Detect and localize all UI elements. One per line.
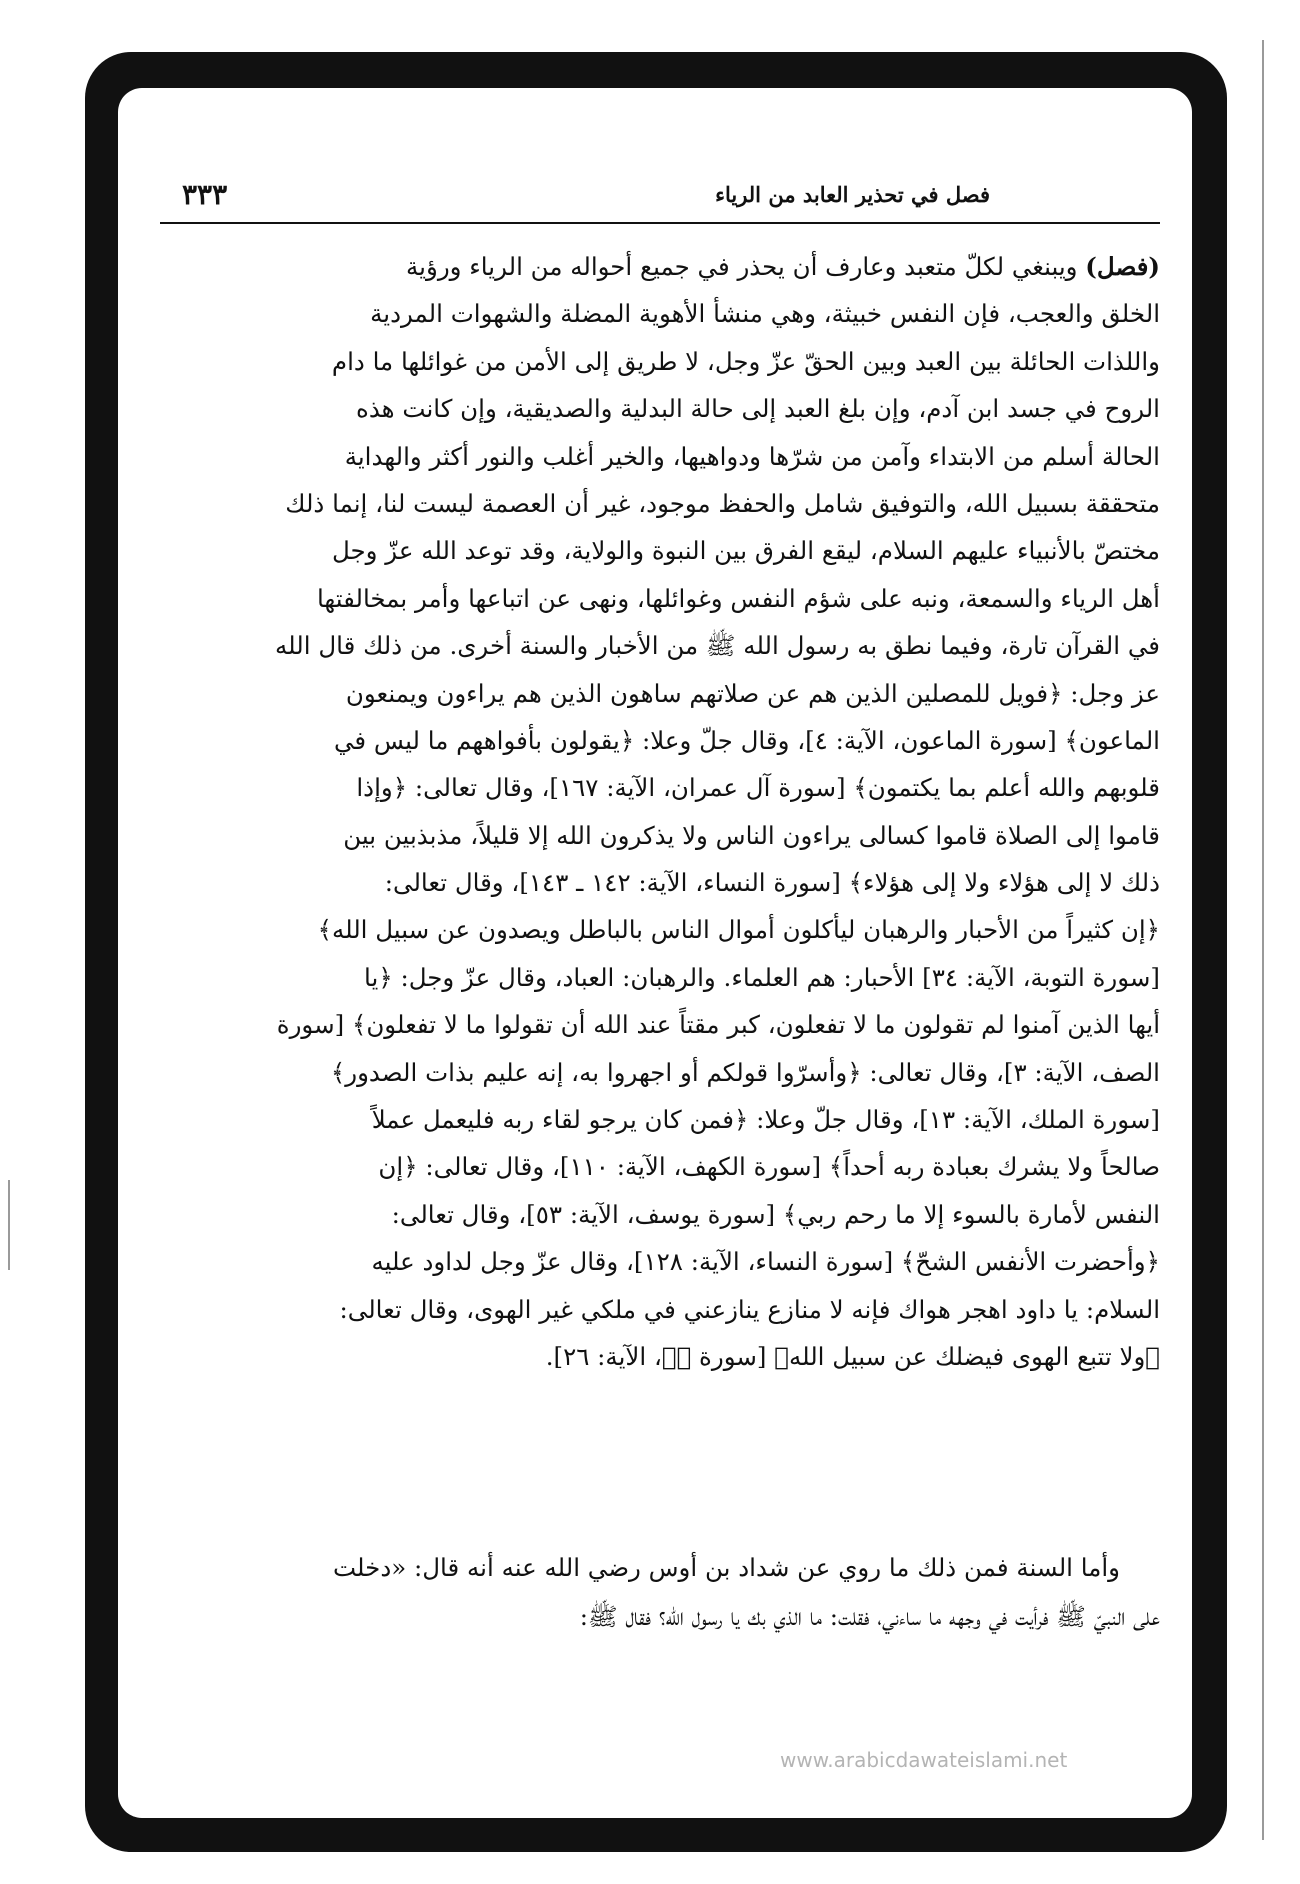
chapter-title: فصل في تحذير العابد من الرياء — [715, 182, 990, 207]
text-line: ﴿إن كثيراً من الأحبار والرهبان ليأكلون أموال الناس بالباطل ويصدون عن سبيل الله﴾ — [317, 915, 1160, 945]
scan-edge-mark — [8, 1180, 10, 1270]
text-line: أيها الذين آمنوا لم تقولون ما لا تفعلون، كبر مقتاً عند الله أن تقولوا ما لا تفعلون﴾ [سورة — [276, 1010, 1160, 1040]
text-line: قاموا إلى الصلاة قاموا كسالى يراءون الناس ولا يذكرون الله إلا قليلاً، مذبذبين بين — [343, 820, 1160, 850]
running-head — [160, 178, 1160, 224]
text-line: الخلق والعجب، فإن النفس خبيثة، وهي منشأ الأهوية المضلة والشهوات المردية — [370, 299, 1160, 329]
main-text — [160, 243, 1160, 1380]
text-line: الماعون﴾ [سورة الماعون، الآية: ٤]، وقال جلّ وعلا: ﴿يقولون بأفواههم ما ليس في — [333, 725, 1160, 755]
text-line: واللذات الحائلة بين العبد وبين الحقّ عزّ وجل، لا طريق إلى الأمن من غوائلها ما دام — [331, 346, 1160, 376]
text-line: النفس لأمارة بالسوء إلا ما رحم ربي﴾ [سورة يوسف، الآية: ٥٣]، وقال تعالى: — [391, 1199, 1160, 1229]
page-number: ٣٣٣ — [182, 178, 228, 211]
text-line: الصف، الآية: ٣]، وقال تعالى: ﴿وأسرّوا قولكم أو اجهروا به، إنه عليم بذات الصدور﴾ — [330, 1057, 1160, 1087]
section-keyword: (فصل) — [1085, 252, 1160, 281]
text-line: الحالة أسلم من الابتداء وآمن من شرّها ودواهيها، والخير أغلب والنور أكثر والهداية — [344, 441, 1160, 471]
text-line: على النبيّ ﷺ فرأيت في وجهه ما ساءني، فقلت: ما الذي بك يا رسول الله؟ فقال ﷺ: — [579, 1602, 1160, 1631]
sunnah-paragraph — [160, 1543, 1160, 1641]
text-line: مختصّ بالأنبياء عليهم السلام، ليقع الفرق بين النبوة والولاية، وقد توعد الله عزّ وجل — [331, 536, 1160, 566]
text-line: قلوبهم والله أعلم بما يكتمون﴾ [سورة آل عمران، الآية: ١٦٧]، وقال تعالى: ﴿وإذا — [356, 773, 1160, 803]
text-line: متحققة بسبيل الله، والتوفيق شامل والحفظ موجود، غير أن العصمة ليست لنا، إنما ذلك — [285, 488, 1160, 518]
watermark-url: www.arabicdawateislami.net — [780, 1748, 1068, 1772]
scan-edge-line — [1262, 40, 1264, 1840]
text-line: في القرآن تارة، وفيما نطق به رسول الله ﷺ من الأخبار والسنة أخرى. من ذلك قال الله — [275, 631, 1160, 661]
text-line: عز وجل: ﴿فويل للمصلين الذين هم عن صلاتهم ساهون الذين هم يراءون ويمنعون — [345, 678, 1160, 708]
text-line: صالحاً ولا يشرك بعبادة ربه أحداً﴾ [سورة الكهف، الآية: ١١٠]، وقال تعالى: ﴿إن — [378, 1152, 1160, 1182]
text-line: الروح في جسد ابن آدم، وإن بلغ العبد إلى حالة البدلية والصديقية، وإن كانت هذه — [355, 394, 1160, 424]
text-line: السلام: يا داود اهجر هواك فإنه لا منازع ينازعني في ملكي غير الهوى، وقال تعالى: — [339, 1294, 1160, 1324]
text-line: (فصل) ويبنغي لكلّ متعبد وعارف أن يحذر في جميع أحواله من الرياء ورؤية — [406, 252, 1160, 281]
text-line: أهل الرياء والسمعة، ونبه على شؤم النفس وغوائلها، ونهى عن اتباعها وأمر بمخالفتها — [316, 583, 1160, 613]
text-line: وأما السنة فمن ذلك ما روي عن شداد بن أوس رضي الله عنه أنه قال: «دخلت — [333, 1553, 1120, 1582]
text-line: [سورة الملك، الآية: ١٣]، وقال جلّ وعلا: ﴿فمن كان يرجو لقاء ربه فليعمل عملاً — [371, 1105, 1160, 1135]
text-line: [سورة التوبة، الآية: ٣٤] الأحبار: هم العلماء. والرهبان: العباد، وقال عزّ وجل: ﴿يا — [364, 962, 1160, 992]
text-line: ﴿ولا تتبع الهوى فيضلك عن سبيل الله﴾ [سورة صۤ، الآية: ٢٦]. — [545, 1341, 1160, 1371]
text-line: ﴿وأحضرت الأنفس الشحّ﴾ [سورة النساء، الآية: ١٢٨]، وقال عزّ وجل لداود عليه — [371, 1247, 1160, 1277]
text-line: ذلك لا إلى هؤلاء ولا إلى هؤلاء﴾ [سورة النساء، الآية: ١٤٢ ـ ١٤٣]، وقال تعالى: — [384, 868, 1160, 898]
